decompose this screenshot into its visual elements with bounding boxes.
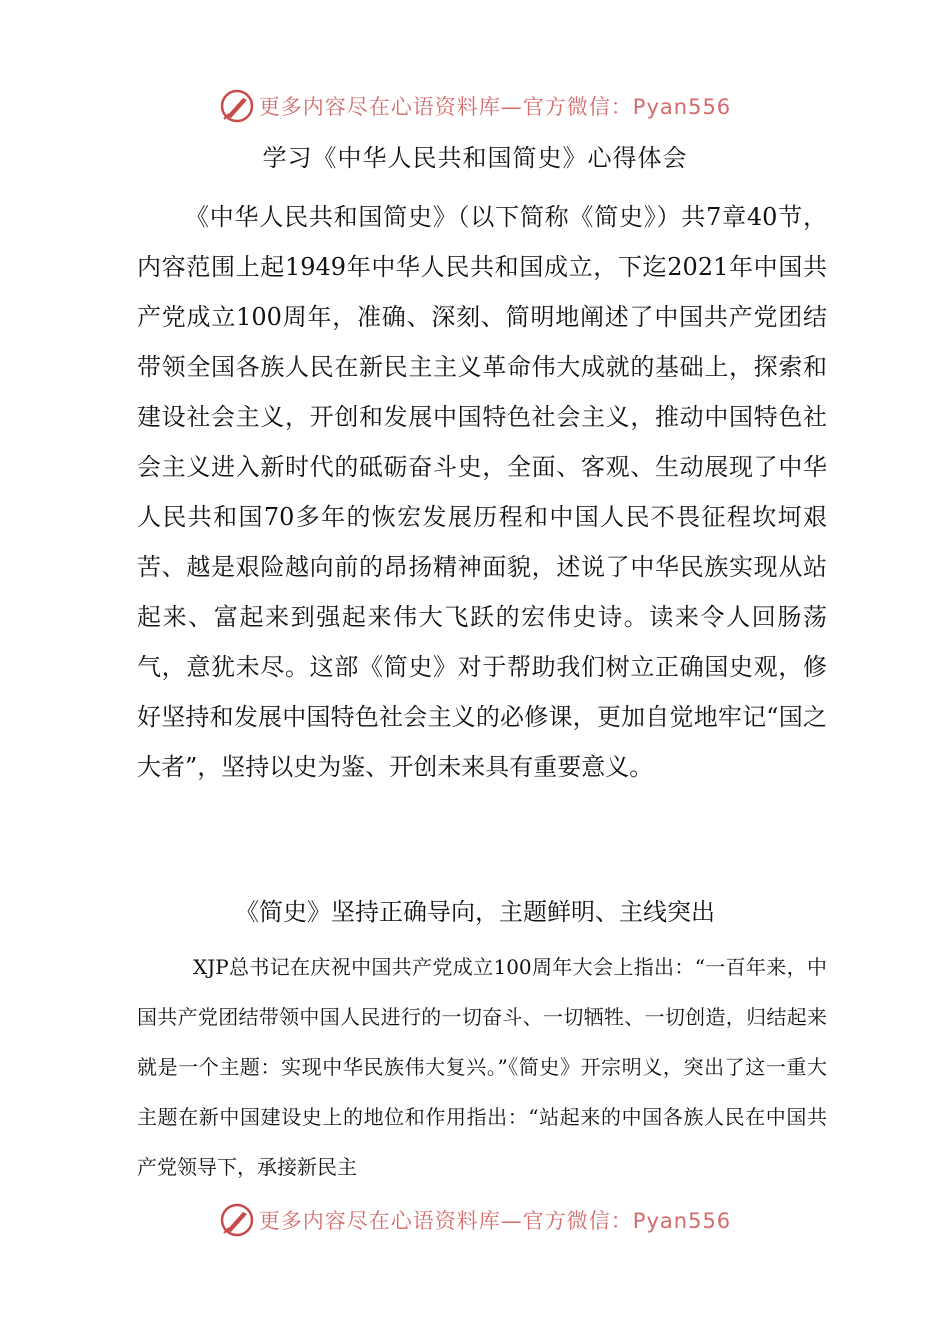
watermark-text: 更多内容尽在心语资料库—官方微信：Pyan556	[258, 95, 732, 119]
paragraph-2: XJP总书记在庆祝中国共产党成立100周年大会上指出：“一百年来，中国共产党团结带领中国人民进行的一切奋斗、一切牺牲、一切创造，归结起来就是一个主题：实现中华民族伟大复兴。”《简史》开宗明义，突出了这一重大主题在新中国建设史上的地位和作用指出：“站起来的中国各族人民在中国共产党领导下，承接新民主	[137, 955, 827, 1179]
watermark-text: 更多内容尽在心语资料库—官方微信：Pyan556	[258, 1209, 732, 1233]
section-heading: 《简史》坚持正确导向，主题鲜明、主线突出	[235, 898, 715, 926]
paragraph-1: 《中华人民共和国简史》（以下简称《简史》）共7章40节，内容范围上起1949年中华人民共和国成立，下迄2021年中国共产党成立100周年，准确、深刻、简明地阐述了中国共产党团结带领全国各族人民在新民主主义革命伟大成就的基础上，探索和建设社会主义，开创和发展中国特色社会主义，推动中国特色社会主义进入新时代的砥砺奋斗史，全面、客观、生动展现了中华人民共和国70多年的恢宏发展历程和中国人民不畏征程坎坷艰苦、越是艰险越向前的昂扬精神面貌，述说了中华民族实现从站起来、富起来到强起来伟大飞跃的宏伟史诗。读来令人回肠荡气，意犹未尽。这部《简史》对于帮助我们树立正确国史观，修好坚持和发展中国特色社会主义的必修课，更加自觉地牢记“国之大者”，坚持以史为鉴、开创未来具有重要意义。	[137, 203, 827, 781]
pen-logo-icon	[219, 1202, 255, 1238]
pen-logo-icon	[219, 88, 255, 124]
document-title: 学习《中华人民共和国简史》心得体会	[262, 144, 688, 172]
watermark-footer	[0, 1200, 950, 1240]
watermark-header	[0, 86, 950, 126]
